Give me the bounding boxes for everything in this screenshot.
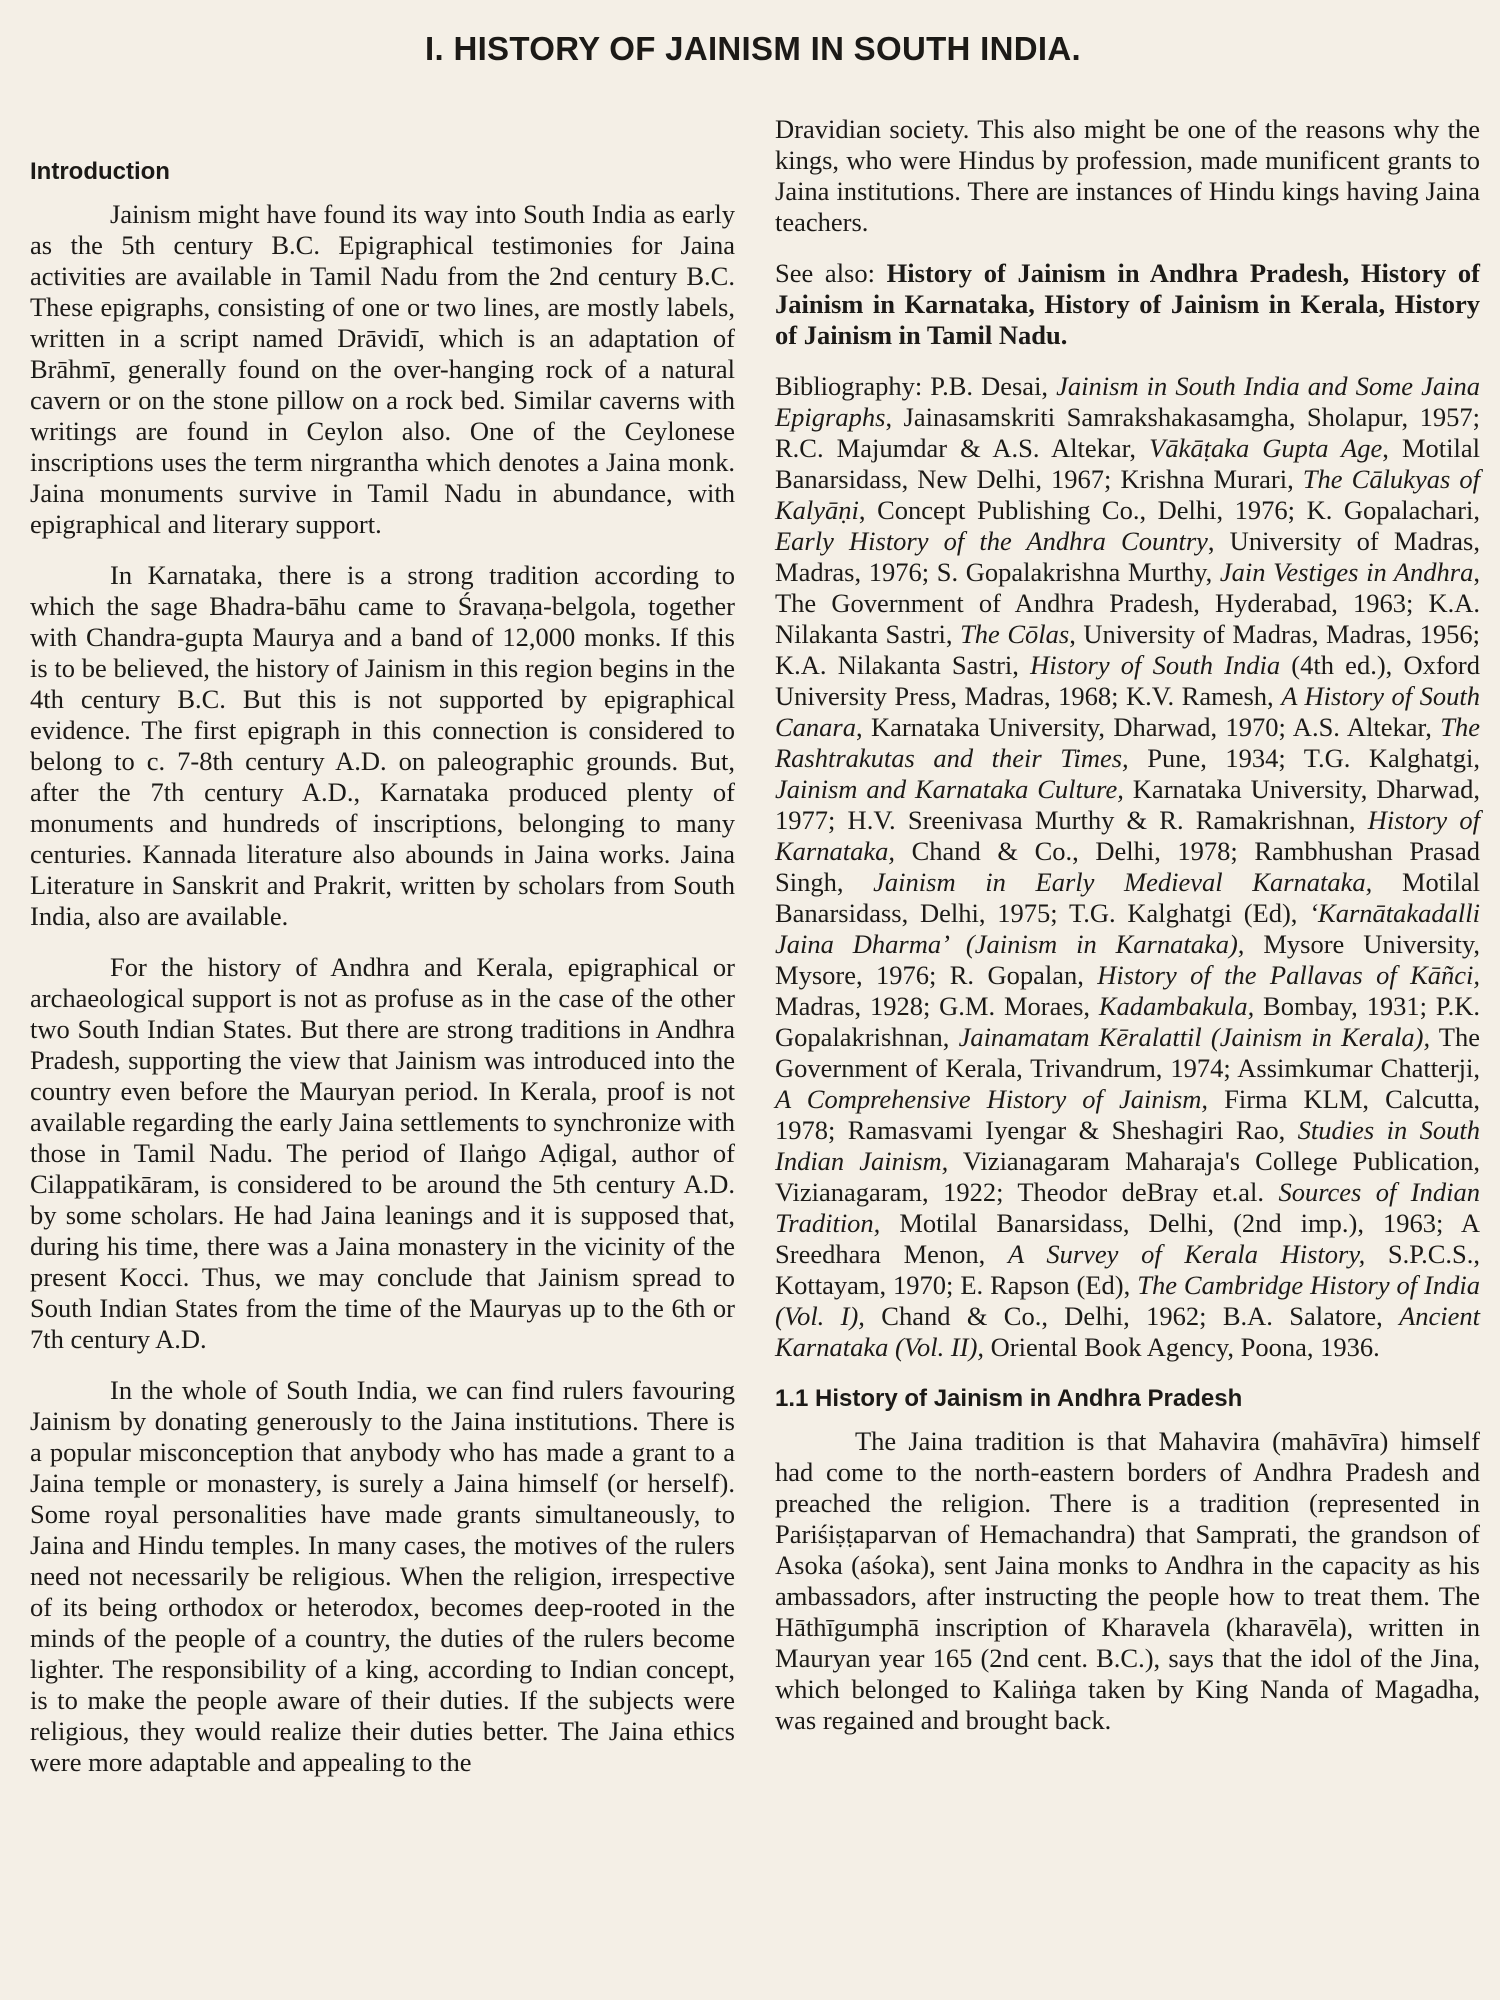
- intro-paragraph-1: Jainism might have found its way into South India as early as the 5th century B.C. Epigraphical testimonies for Jaina activities are available in Tamil Nadu from the 2nd century B.C. These epigraphs, consisting of one or two lines, are mostly labels, written in a script named Drāvidī, which is an adaptation of Brāhmī, generally found on the over-hanging rock of a natural cavern or on the stone pillow on a rock bed. Similar caverns with writings are found in Ceylon also. One of the Ceylonese inscriptions uses the term nirgrantha which denotes a Jaina monk. Jaina monuments survive in Tamil Nadu in abundance, with epigraphical and literary support.: [30, 199, 735, 539]
- bibliography-title: A Survey of Kerala History,: [1007, 1239, 1366, 1269]
- andhra-paragraph: The Jaina tradition is that Mahavira (mahāvīra) himself had come to the north-eastern borders of Andhra Pradesh and preached the religion. There is a tradition (represented in Pariśiṣṭaparvan of Hemachandra) that Samprati, the grandson of Asoka (aśoka), sent Jaina monks to Andhra in the capacity as his ambassadors, after instructing the people how to treat them. The Hāthīgumphā inscription of Kharavela (kharavēla), written in Mauryan year 165 (2nd cent. B.C.), says that the idol of the Jina, which belonged to Kaliṅga taken by King Nanda of Magadha, was regained and brought back.: [775, 1426, 1480, 1735]
- bibliography-text: , Karnataka University, Dharwad, 1970; A.S. Altekar,: [856, 712, 1441, 742]
- page-title: I. HISTORY OF JAINISM IN SOUTH INDIA.: [425, 30, 1081, 67]
- bibliography-title: The Cōlas: [960, 619, 1070, 649]
- bibliography-text: Bibliography: P.B. Desai,: [775, 371, 1057, 401]
- bibliography-text: , Motilal Banarsidass, New Delhi, 1967; Krishna Murari,: [775, 433, 1481, 494]
- bibliography-title: The Cambridge History of India (Vol. I),: [775, 1270, 1480, 1331]
- see-also-lead: See also:: [775, 258, 887, 288]
- continuation-paragraph: Dravidian society. This also might be one of the reasons why the kings, who were Hindus by profession, made munificent grants to Jaina institutions. There are instances of Hindu kings having Jaina teachers.: [775, 114, 1480, 237]
- bibliography-title: ‘Karnātakadalli Jaina Dharma’ (Jainism in Karnataka),: [775, 898, 1480, 959]
- bibliography-text: Motilal Banarsidass, Delhi, 1975; T.G. Kalghatgi (Ed),: [775, 867, 1480, 928]
- bibliography-title: History of Karnataka,: [775, 805, 1480, 866]
- intro-paragraph-4: In the whole of South India, we can find rulers favouring Jainism by donating generously to the Jaina institutions. There is a popular misconception that anybody who has made a grant to a Jaina temple or monastery, is surely a Jaina himself (or herself). Some royal personalities have made grants simultaneously, to Jaina and Hindu temples. In many cases, the motives of the rulers need not necessarily be religious. When the religion, irrespective of its being orthodox or heterodox, becomes deep-rooted in the minds of the people of a country, the duties of the rulers become lighter. The responsibility of a king, according to Indian concept, is to make the people aware of their duties. If the subjects were religious, they would realize their duties better. The Jaina ethics were more adaptable and appealing to the: [30, 1375, 735, 1777]
- bibliography-text: Firma KLM, Calcutta, 1978; Ramasvami Iyengar & Sheshagiri Rao,: [775, 1084, 1480, 1145]
- bibliography-text: Bombay, 1931; P.K. Gopalakrishnan,: [775, 991, 1480, 1052]
- bibliography-text: Chand & Co., Delhi, 1978; Rambhushan Prasad Singh,: [775, 836, 1480, 897]
- bibliography-text: Oriental Book Agency, Poona, 1936.: [984, 1332, 1380, 1362]
- bibliography: [775, 371, 1480, 1363]
- introduction-heading: Introduction: [30, 158, 170, 185]
- bibliography-text: Chand & Co., Delhi, 1962; B.A. Salatore,: [864, 1301, 1400, 1331]
- bibliography-text: (4th ed.), Oxford University Press, Madras, 1968; K.V. Ramesh,: [775, 650, 1480, 711]
- intro-paragraph-2: In Karnataka, there is a strong tradition according to which the sage Bhadra-bāhu came to Śravaṇa-belgola, together with Chandra-gupta Maurya and a band of 12,000 monks. If this is to be believed, the history of Jainism in this region begins in the 4th century B.C. But this is not supported by epigraphical evidence. The first epigraph in this connection is considered to belong to c. 7-8th century A.D. on paleographic grounds. But, after the 7th century A.D., Karnataka produced plenty of monuments and hundreds of inscriptions, belonging to many centuries. Kannada literature also abounds in Jaina works. Jaina Literature in Sanskrit and Prakrit, written by scholars from South India, also are available.: [30, 560, 735, 931]
- bibliography-text: Madras, 1928; G.M. Moraes,: [775, 991, 1099, 1021]
- bibliography-text: Vizianagaram Maharaja's College Publication, Vizianagaram, 1922; Theodor deBray et.al.: [775, 1146, 1480, 1207]
- bibliography-text: , University of Madras, Madras, 1976; S. Gopalakrishna Murthy,: [775, 526, 1480, 587]
- bibliography-title: Sources of Indian Tradition,: [775, 1177, 1480, 1238]
- bibliography-title: Jainism in Early Medieval Karnataka,: [873, 867, 1373, 897]
- bibliography-title: A Comprehensive History of Jainism,: [775, 1084, 1209, 1114]
- left-column: [30, 156, 735, 1798]
- bibliography-title: The Rashtrakutas and their Times,: [775, 712, 1480, 773]
- right-column: [775, 114, 1480, 1798]
- bibliography-text: Mysore University, Mysore, 1976; R. Gopalan,: [775, 929, 1480, 990]
- bibliography-text: S.P.C.S., Kottayam, 1970; E. Rapson (Ed),: [775, 1239, 1480, 1300]
- bibliography-title: Jainamatam Kēralattil (Jainism in Kerala),: [958, 1022, 1431, 1052]
- bibliography-title: Studies in South Indian Jainism,: [775, 1115, 1480, 1176]
- bibliography-title: The Cālukyas of Kalyāṇi: [775, 464, 1480, 525]
- section-heading-andhra: 1.1 History of Jainism in Andhra Pradesh: [775, 1385, 1243, 1412]
- bibliography-title: Early History of the Andhra Country: [775, 526, 1208, 556]
- bibliography-title: History of the Pallavas of Kāñci,: [1097, 960, 1480, 990]
- intro-paragraph-3: For the history of Andhra and Kerala, epigraphical or archaeological support is not as profuse as in the case of the other two South Indian States. But there are strong traditions in Andhra Pradesh, supporting the view that Jainism was introduced into the country even before the Mauryan period. In Kerala, proof is not available regarding the early Jaina settlements to synchronize with those in Tamil Nadu. The period of Ilaṅgo Aḍigal, author of Cilappatikāram, is considered to be around the 5th century A.D. by some scholars. He had Jaina leanings and it is supposed that, during his time, there was a Jaina monastery in the vicinity of the present Kocci. Thus, we may conclude that Jainism spread to South Indian States from the time of the Mauryas up to the 6th or 7th century A.D.: [30, 952, 735, 1354]
- bibliography-title: History of South India: [1030, 650, 1281, 680]
- see-also-note: [775, 258, 1480, 351]
- two-column-body: [26, 114, 1481, 1798]
- bibliography-text: , Concept Publishing Co., Delhi, 1976; K. Gopalachari,: [858, 495, 1480, 525]
- bibliography-text: Motilal Banarsidass, Delhi, (2nd imp.), 1963; A Sreedhara Menon,: [775, 1208, 1480, 1269]
- bibliography-text: The Government of Kerala, Trivandrum, 1974; Assimkumar Chatterji,: [775, 1022, 1480, 1083]
- bibliography-text: , The Government of Andhra Pradesh, Hyderabad, 1963; K.A. Nilakanta Sastri,: [775, 557, 1480, 649]
- bibliography-title: Kadambakula,: [1098, 991, 1255, 1021]
- bibliography-title: Vākāṭaka Gupta Age: [1149, 433, 1383, 463]
- bibliography-title: Jainism in South India and Some Jaina Epigraphs: [775, 371, 1480, 432]
- bibliography-title: Ancient Karnataka (Vol. II),: [775, 1301, 1480, 1362]
- bibliography-text: Karnataka University, Dharwad, 1977; H.V. Sreenivasa Murthy & R. Ramakrishnan,: [775, 774, 1481, 835]
- bibliography-title: Jain Vestiges in Andhra: [1219, 557, 1474, 587]
- see-also-links: History of Jainism in Andhra Pradesh, History of Jainism in Karnataka, History of Jainism in Kerala, History of Jainism in Tamil Nadu.: [775, 258, 1480, 350]
- bibliography-text: , Jainasamskriti Samrakshakasamgha, Sholapur, 1957; R.C. Majumdar & A.S. Altekar,: [775, 402, 1480, 463]
- bibliography-title: A History of South Canara: [775, 681, 1480, 742]
- bibliography-text: Pune, 1934; T.G. Kalghatgi,: [1128, 743, 1480, 773]
- bibliography-title: Jainism and Karnataka Culture,: [775, 774, 1124, 804]
- bibliography-text: , University of Madras, Madras, 1956; K.A. Nilakanta Sastri,: [775, 619, 1480, 680]
